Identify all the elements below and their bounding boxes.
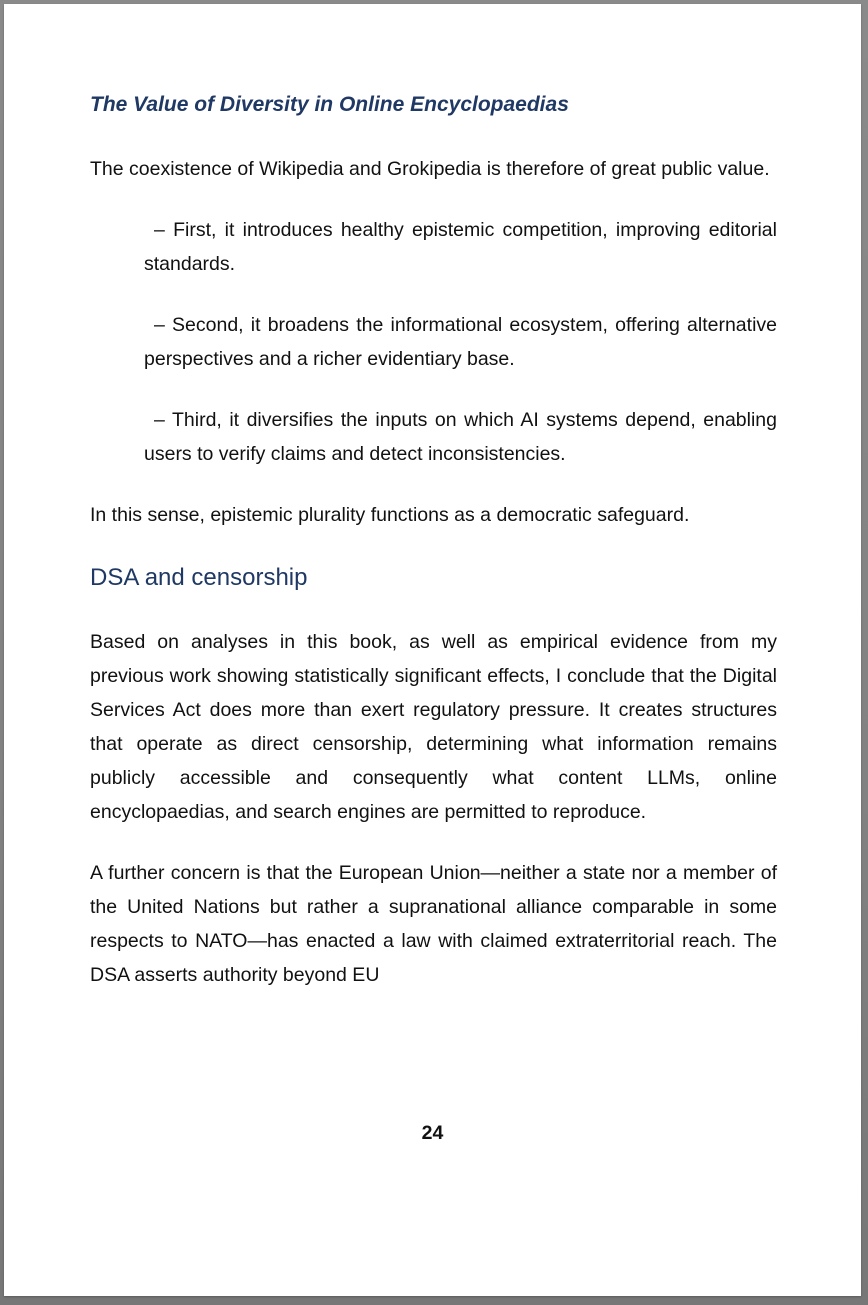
bullet-first: – First, it introduces healthy epistemic competition, improving editorial standards. — [144, 219, 777, 275]
page-number: 24 — [421, 1122, 444, 1144]
paragraph-coexistence: The coexistence of Wikipedia and Grokipedia is therefore of great public value. — [90, 158, 770, 180]
bullet-second: – Second, it broadens the informational ecosystem, offering alternative perspectives and a richer evidentiary base. — [144, 314, 777, 370]
page-sheet — [4, 4, 861, 1296]
section-subheading: The Value of Diversity in Online Encyclopaedias — [90, 93, 569, 116]
paragraph-epistemic-plurality: In this sense, epistemic plurality functions as a democratic safeguard. — [90, 504, 690, 526]
paragraph-dsa-conclusion: Based on analyses in this book, as well as empirical evidence from my previous work showing statistically significant effects, I conclude that the Digital Services Act does more than exert regulatory pressure. It creates structures that operate as direct censorship, determining what information remains publicly accessible and consequently what content LLMs, online encyclopaedias, and search engines are permitted to reproduce. — [90, 631, 777, 823]
section-heading-dsa: DSA and censorship — [90, 564, 308, 591]
paragraph-eu-concern: A further concern is that the European Union—neither a state nor a member of the United Nations but rather a supranational alliance comparable in some respects to NATO—has enacted a law with claimed extraterritorial reach. The DSA asserts authority beyond EU — [90, 862, 777, 986]
bullet-third: – Third, it diversifies the inputs on which AI systems depend, enabling users to verify claims and detect inconsistencies. — [144, 409, 777, 465]
page-content — [4, 4, 861, 1019]
